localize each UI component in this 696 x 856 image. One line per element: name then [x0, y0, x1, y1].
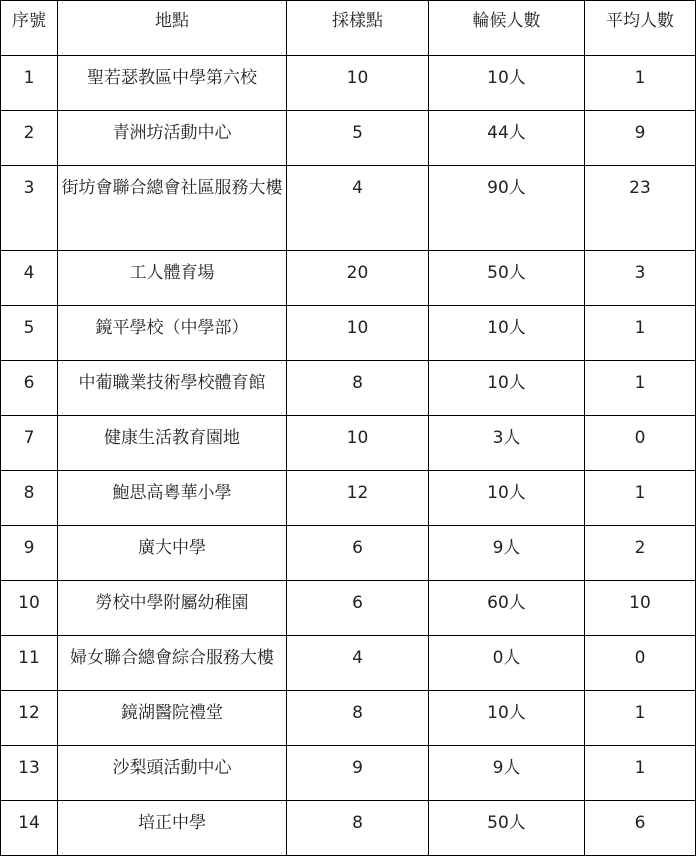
cell-index: 6	[1, 361, 58, 416]
cell-index: 9	[1, 526, 58, 581]
cell-sampling-points: 10	[287, 56, 429, 111]
table-row	[1, 306, 696, 361]
cell-location: 廣大中學	[58, 526, 287, 581]
header-waiting-count: 輪候人數	[429, 1, 585, 56]
cell-index: 5	[1, 306, 58, 361]
cell-index: 12	[1, 691, 58, 746]
cell-location: 鏡湖醫院禮堂	[58, 691, 287, 746]
table-body	[1, 56, 696, 856]
cell-average-count: 2	[585, 526, 696, 581]
cell-average-count: 3	[585, 251, 696, 306]
table-row	[1, 361, 696, 416]
cell-location: 街坊會聯合總會社區服務大樓	[58, 166, 287, 251]
cell-sampling-points: 10	[287, 306, 429, 361]
cell-sampling-points: 4	[287, 636, 429, 691]
cell-waiting-count: 10人	[429, 691, 585, 746]
cell-location: 勞校中學附屬幼稚園	[58, 581, 287, 636]
cell-sampling-points: 20	[287, 251, 429, 306]
cell-location: 鏡平學校（中學部）	[58, 306, 287, 361]
cell-average-count: 1	[585, 691, 696, 746]
cell-average-count: 1	[585, 361, 696, 416]
table-row	[1, 526, 696, 581]
cell-sampling-points: 10	[287, 416, 429, 471]
cell-waiting-count: 9人	[429, 526, 585, 581]
cell-waiting-count: 3人	[429, 416, 585, 471]
cell-index: 7	[1, 416, 58, 471]
header-index: 序號	[1, 1, 58, 56]
cell-index: 4	[1, 251, 58, 306]
cell-average-count: 0	[585, 416, 696, 471]
cell-waiting-count: 60人	[429, 581, 585, 636]
table-row	[1, 251, 696, 306]
table-row	[1, 581, 696, 636]
cell-average-count: 6	[585, 801, 696, 856]
cell-index: 1	[1, 56, 58, 111]
cell-location: 青洲坊活動中心	[58, 111, 287, 166]
cell-average-count: 1	[585, 306, 696, 361]
table-row	[1, 746, 696, 801]
cell-sampling-points: 6	[287, 526, 429, 581]
cell-waiting-count: 10人	[429, 56, 585, 111]
table-header	[1, 1, 696, 56]
cell-sampling-points: 4	[287, 166, 429, 251]
cell-index: 14	[1, 801, 58, 856]
cell-sampling-points: 5	[287, 111, 429, 166]
header-sampling-points: 採樣點	[287, 1, 429, 56]
cell-location: 聖若瑟教區中學第六校	[58, 56, 287, 111]
cell-waiting-count: 50人	[429, 251, 585, 306]
cell-index: 11	[1, 636, 58, 691]
cell-waiting-count: 44人	[429, 111, 585, 166]
header-location: 地點	[58, 1, 287, 56]
cell-index: 2	[1, 111, 58, 166]
table-row	[1, 636, 696, 691]
cell-location: 培正中學	[58, 801, 287, 856]
cell-sampling-points: 9	[287, 746, 429, 801]
cell-average-count: 10	[585, 581, 696, 636]
table-row	[1, 691, 696, 746]
cell-average-count: 0	[585, 636, 696, 691]
cell-average-count: 1	[585, 56, 696, 111]
cell-location: 工人體育場	[58, 251, 287, 306]
cell-waiting-count: 10人	[429, 361, 585, 416]
cell-average-count: 23	[585, 166, 696, 251]
cell-location: 婦女聯合總會綜合服務大樓	[58, 636, 287, 691]
cell-sampling-points: 8	[287, 361, 429, 416]
table-row	[1, 166, 696, 251]
cell-location: 中葡職業技術學校體育館	[58, 361, 287, 416]
table-row	[1, 471, 696, 526]
cell-index: 3	[1, 166, 58, 251]
cell-location: 鮑思高粵華小學	[58, 471, 287, 526]
cell-index: 8	[1, 471, 58, 526]
table-row	[1, 56, 696, 111]
cell-sampling-points: 12	[287, 471, 429, 526]
cell-waiting-count: 10人	[429, 471, 585, 526]
table-row	[1, 801, 696, 856]
cell-location: 沙梨頭活動中心	[58, 746, 287, 801]
cell-sampling-points: 6	[287, 581, 429, 636]
cell-index: 10	[1, 581, 58, 636]
cell-index: 13	[1, 746, 58, 801]
cell-sampling-points: 8	[287, 691, 429, 746]
cell-average-count: 1	[585, 746, 696, 801]
cell-sampling-points: 8	[287, 801, 429, 856]
table-row	[1, 111, 696, 166]
cell-average-count: 1	[585, 471, 696, 526]
cell-location: 健康生活教育園地	[58, 416, 287, 471]
table-row	[1, 416, 696, 471]
cell-average-count: 9	[585, 111, 696, 166]
cell-waiting-count: 0人	[429, 636, 585, 691]
cell-waiting-count: 90人	[429, 166, 585, 251]
header-row	[1, 1, 696, 56]
cell-waiting-count: 10人	[429, 306, 585, 361]
header-average-count: 平均人數	[585, 1, 696, 56]
cell-waiting-count: 50人	[429, 801, 585, 856]
cell-waiting-count: 9人	[429, 746, 585, 801]
